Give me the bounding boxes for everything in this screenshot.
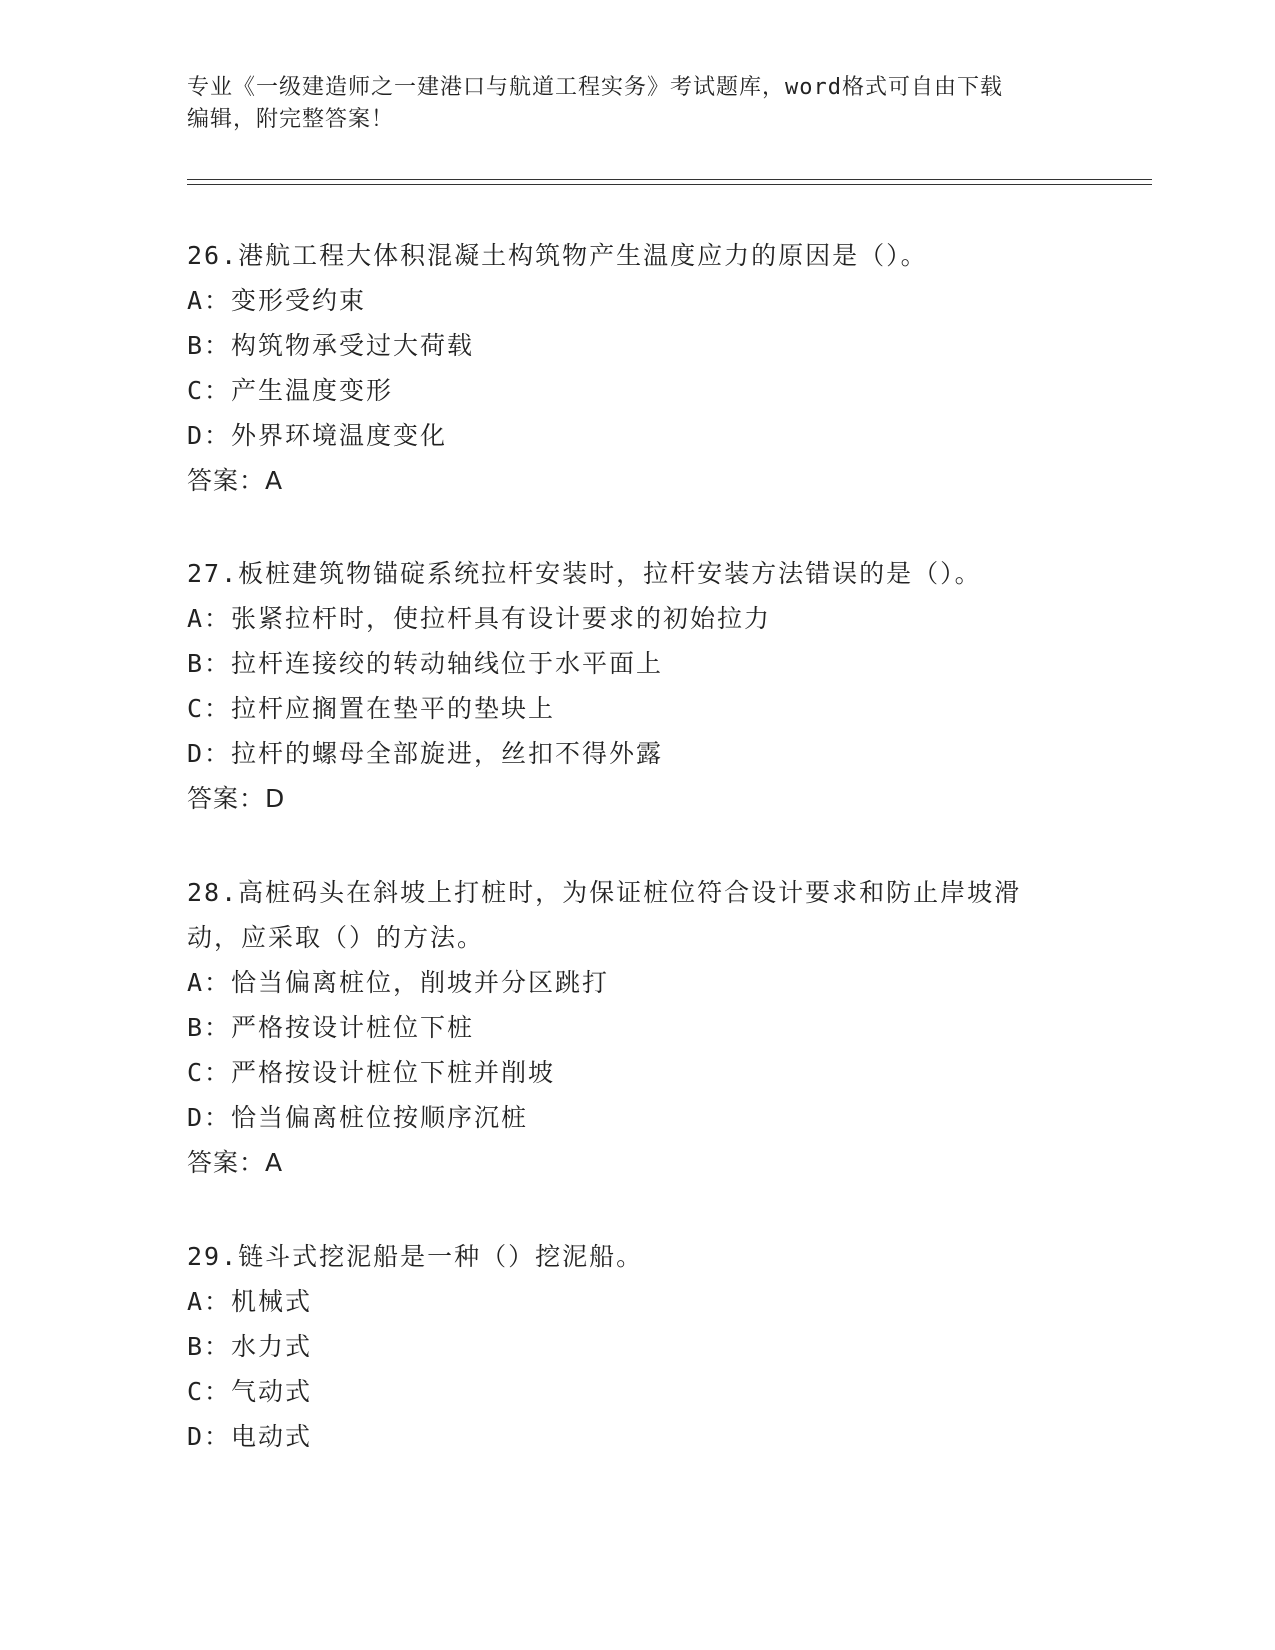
option-c: C：气动式 xyxy=(187,1377,313,1406)
question-29 xyxy=(187,1234,1087,1459)
question-stem: 27.板桩建筑物锚碇系统拉杆安装时，拉杆安装方法错误的是（）。 xyxy=(187,559,982,588)
option-d: D：外界环境温度变化 xyxy=(187,421,448,450)
header-divider-bottom xyxy=(187,184,1152,185)
option-b: B：水力式 xyxy=(187,1332,313,1361)
header-line-2: 编辑，附完整答案！ xyxy=(187,107,395,132)
answer: 答案：A xyxy=(187,466,284,495)
question-stem-line-1: 28.高桩码头在斜坡上打桩时，为保证桩位符合设计要求和防止岸坡滑 xyxy=(187,878,1022,907)
question-stem: 29.链斗式挖泥船是一种（）挖泥船。 xyxy=(187,1242,644,1271)
option-c: C：拉杆应搁置在垫平的垫块上 xyxy=(187,694,556,723)
option-c: C：产生温度变形 xyxy=(187,376,394,405)
question-stem-line-2: 动，应采取（）的方法。 xyxy=(187,923,485,952)
option-b: B：拉杆连接绞的转动轴线位于水平面上 xyxy=(187,649,664,678)
option-b: B：严格按设计桩位下桩 xyxy=(187,1013,475,1042)
header-divider-top xyxy=(187,179,1152,180)
option-a: A：变形受约束 xyxy=(187,286,367,315)
option-b: B：构筑物承受过大荷载 xyxy=(187,331,475,360)
option-a: A：恰当偏离桩位，削坡并分区跳打 xyxy=(187,968,610,997)
header-line-1: 专业《一级建造师之一建港口与航道工程实务》考试题库，word格式可自由下载 xyxy=(187,75,1003,100)
answer: 答案：D xyxy=(187,784,286,813)
option-d: D：恰当偏离桩位按顺序沉桩 xyxy=(187,1103,529,1132)
option-c: C：严格按设计桩位下桩并削坡 xyxy=(187,1058,556,1087)
option-a: A：机械式 xyxy=(187,1287,313,1316)
question-stem: 26.港航工程大体积混凝土构筑物产生温度应力的原因是（）。 xyxy=(187,241,928,270)
question-28 xyxy=(187,870,1087,1185)
document-header xyxy=(187,72,1067,136)
question-27 xyxy=(187,551,1087,821)
answer: 答案：A xyxy=(187,1148,284,1177)
question-26 xyxy=(187,233,1087,503)
option-d: D：拉杆的螺母全部旋进，丝扣不得外露 xyxy=(187,739,664,768)
option-a: A：张紧拉杆时，使拉杆具有设计要求的初始拉力 xyxy=(187,604,772,633)
option-d: D：电动式 xyxy=(187,1422,313,1451)
